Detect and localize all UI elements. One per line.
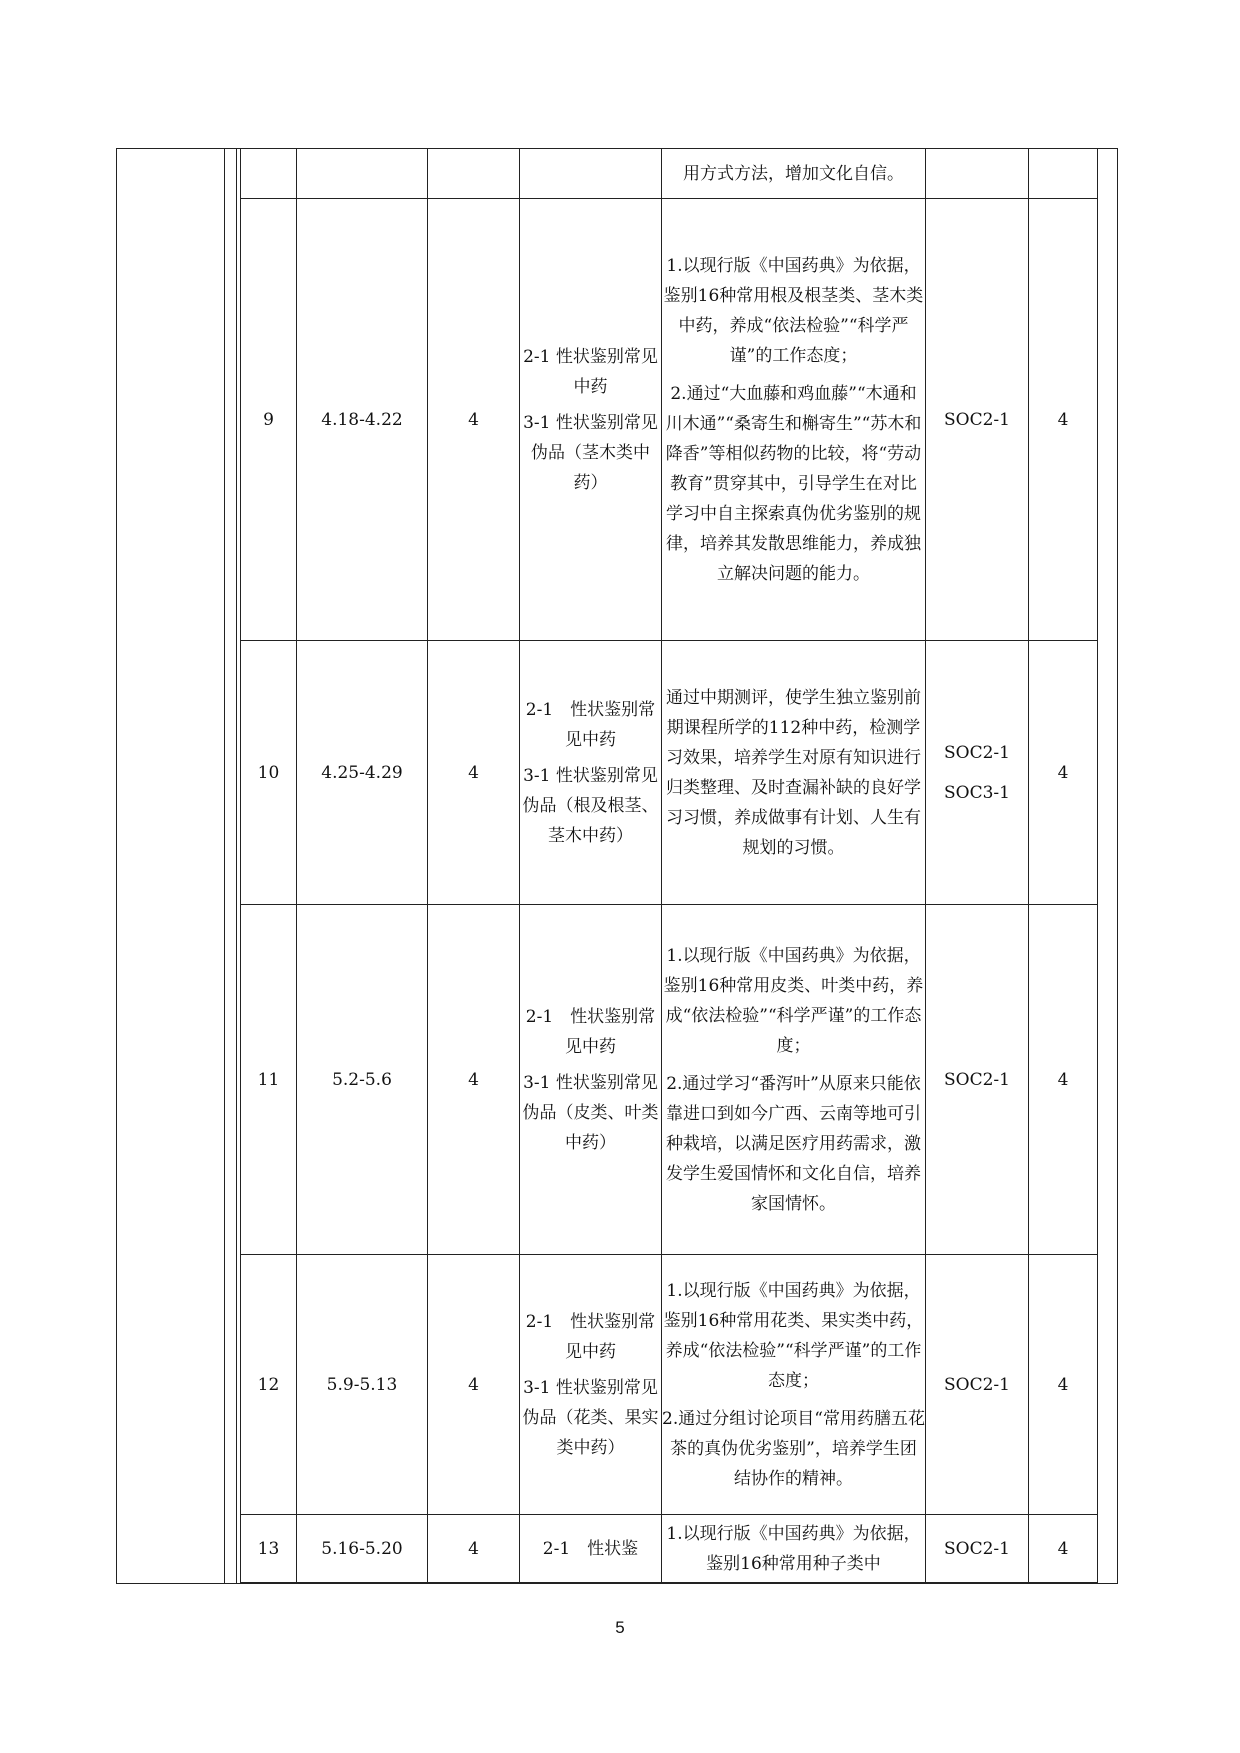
goal-cell <box>662 1255 926 1515</box>
goal-text: 2.通过“大血藤和鸡血藤”“木通和川木通”“桑寄生和槲寄生”“苏木和降香”等相似药物的比较，将“劳动教育”贯穿其中，引导学生在对比学习中自主探索真伪优劣鉴别的规律，培养其发散思维能力，养成独立解决问题的能力。 <box>665 383 922 584</box>
goal-text: 1.以现行版《中国药典》为依据，鉴别16种常用皮类、叶类中药，养成“依法检验”“科学严谨”的工作态度； <box>663 945 924 1056</box>
frame-divider-1 <box>224 148 225 1584</box>
dates-cell: 4.25-4.29 <box>297 641 428 905</box>
week-cell: 9 <box>241 199 297 641</box>
goal-cell <box>662 199 926 641</box>
topic-text: 2-1 性状鉴别常见中药 <box>525 1006 656 1057</box>
table-row <box>241 905 1098 1255</box>
soc-code: SOC2-1 <box>944 1538 1010 1559</box>
soc-cell <box>926 199 1029 641</box>
table-row <box>241 1255 1098 1515</box>
table-row <box>241 1515 1098 1583</box>
topic-cell <box>520 641 662 905</box>
soc-code: SOC2-1 <box>944 409 1010 430</box>
goal-text: 通过中期测评，使学生独立鉴别前期课程所学的112种中药，检测学习效果，培养学生对原有知识进行归类整理、及时查漏补缺的良好学习习惯，养成做事有计划、人生有规划的习惯。 <box>666 687 921 858</box>
table-row <box>241 199 1098 641</box>
goal-text: 用方式方法，增加文化自信。 <box>683 163 904 184</box>
goal-text: 1.以现行版《中国药典》为依据，鉴别16种常用根及根茎类、茎木类中药，养成“依法检验”“科学严谨”的工作态度； <box>663 255 924 366</box>
soc-cell <box>926 1255 1029 1515</box>
goal-text: 2.通过学习“番泻叶”从原来只能依靠进口到如今广西、云南等地可引种栽培，以满足医疗用药需求，激发学生爱国情怀和文化自信，培养家国情怀。 <box>666 1073 921 1214</box>
soc-code: SOC2-1 <box>944 1069 1010 1090</box>
topic-cell <box>520 1255 662 1515</box>
table-row <box>241 641 1098 905</box>
topic-text: 3-1 性状鉴别常见伪品（花类、果实类中药） <box>522 1377 659 1458</box>
goal-cell <box>662 905 926 1255</box>
topic-text: 3-1 性状鉴别常见伪品（茎木类中药） <box>523 412 658 493</box>
topic-text: 2-1 性状鉴别常见中药 <box>525 699 656 750</box>
week-cell: 11 <box>241 905 297 1255</box>
topic-text: 2-1 性状鉴别常见中药 <box>523 346 658 397</box>
page-number: 5 <box>615 1618 625 1637</box>
schedule-table <box>240 148 1098 1583</box>
dates-cell: 5.2-5.6 <box>297 905 428 1255</box>
topic-text: 3-1 性状鉴别常见伪品（皮类、叶类中药） <box>522 1072 659 1153</box>
week-cell: 12 <box>241 1255 297 1515</box>
score-cell: 4 <box>1029 1255 1098 1515</box>
week-cell: 13 <box>241 1515 297 1583</box>
dates-cell: 5.16-5.20 <box>297 1515 428 1583</box>
topic-text: 3-1 性状鉴别常见伪品（根及根茎、茎木中药） <box>522 765 659 846</box>
table-row <box>241 149 1098 199</box>
goal-text: 1.以现行版《中国药典》为依据，鉴别16种常用种子类中 <box>666 1523 921 1574</box>
topic-text: 2-1 性状鉴别常见中药 <box>525 1311 656 1362</box>
soc-cell <box>926 641 1029 905</box>
score-cell: 4 <box>1029 1515 1098 1583</box>
hours-cell: 4 <box>428 905 520 1255</box>
soc-code: SOC2-1 <box>944 742 1010 763</box>
frame-divider-2 <box>236 148 237 1584</box>
week-cell: 10 <box>241 641 297 905</box>
soc-cell <box>926 1515 1029 1583</box>
score-cell: 4 <box>1029 905 1098 1255</box>
score-cell: 4 <box>1029 641 1098 905</box>
goal-cell <box>662 149 926 199</box>
topic-cell <box>520 199 662 641</box>
hours-cell: 4 <box>428 1515 520 1583</box>
hours-cell: 4 <box>428 641 520 905</box>
soc-cell <box>926 905 1029 1255</box>
goal-cell <box>662 641 926 905</box>
goal-cell <box>662 1515 926 1583</box>
soc-code: SOC2-1 <box>944 1374 1010 1395</box>
topic-cell <box>520 1515 662 1583</box>
dates-cell: 5.9-5.13 <box>297 1255 428 1515</box>
goal-text: 2.通过分组讨论项目“常用药膳五花茶的真伪优劣鉴别”，培养学生团结协作的精神。 <box>662 1408 925 1489</box>
score-cell: 4 <box>1029 199 1098 641</box>
topic-cell <box>520 905 662 1255</box>
hours-cell: 4 <box>428 1255 520 1515</box>
topic-text: 2-1 性状鉴 <box>542 1538 639 1559</box>
goal-text: 1.以现行版《中国药典》为依据，鉴别16种常用花类、果实类中药，养成“依法检验”“科学严谨”的工作态度； <box>663 1280 924 1391</box>
soc-code: SOC3-1 <box>944 782 1010 803</box>
dates-cell: 4.18-4.22 <box>297 199 428 641</box>
hours-cell: 4 <box>428 199 520 641</box>
